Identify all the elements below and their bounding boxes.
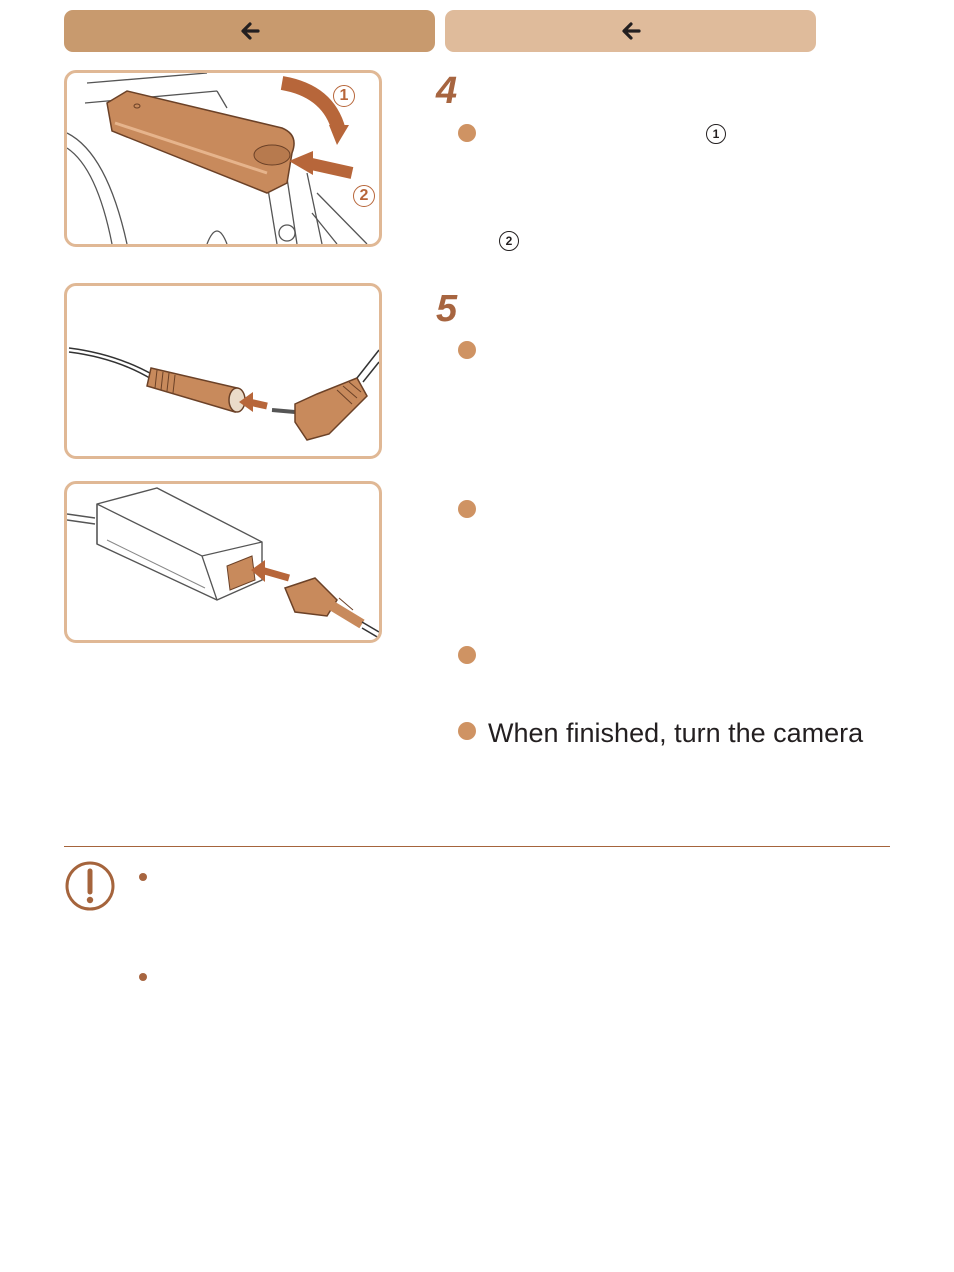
plug-drawing [67, 286, 379, 456]
illustration-close-cover [64, 70, 382, 247]
section-divider [64, 846, 890, 847]
nav-previous-button[interactable] [64, 10, 435, 52]
bullet-marker [458, 722, 476, 740]
step-4-marker-1: 1 [706, 124, 726, 144]
arrow-left-icon [620, 20, 642, 42]
caution-icon [64, 860, 116, 912]
step-4-marker-2: 2 [499, 231, 519, 251]
illustration-connect-power-cord [64, 481, 382, 643]
cover-drawing [67, 73, 379, 244]
bullet-marker [458, 500, 476, 518]
step-5-bullet-4-text: When finished, turn the camera [488, 718, 864, 748]
arrow-left-icon [239, 20, 261, 42]
bullet-marker [458, 646, 476, 664]
caution-bullet-marker [139, 873, 147, 881]
caution-bullet-marker [139, 973, 147, 981]
nav-next-button[interactable] [445, 10, 816, 52]
callout-1-marker: 1 [333, 85, 355, 107]
callout-2-marker: 2 [353, 185, 375, 207]
illustration-connect-plug [64, 283, 382, 459]
bullet-marker [458, 341, 476, 359]
step-number-4: 4 [436, 70, 458, 112]
adapter-drawing [67, 484, 379, 640]
step-number-5: 5 [436, 288, 458, 330]
bullet-marker [458, 124, 476, 142]
